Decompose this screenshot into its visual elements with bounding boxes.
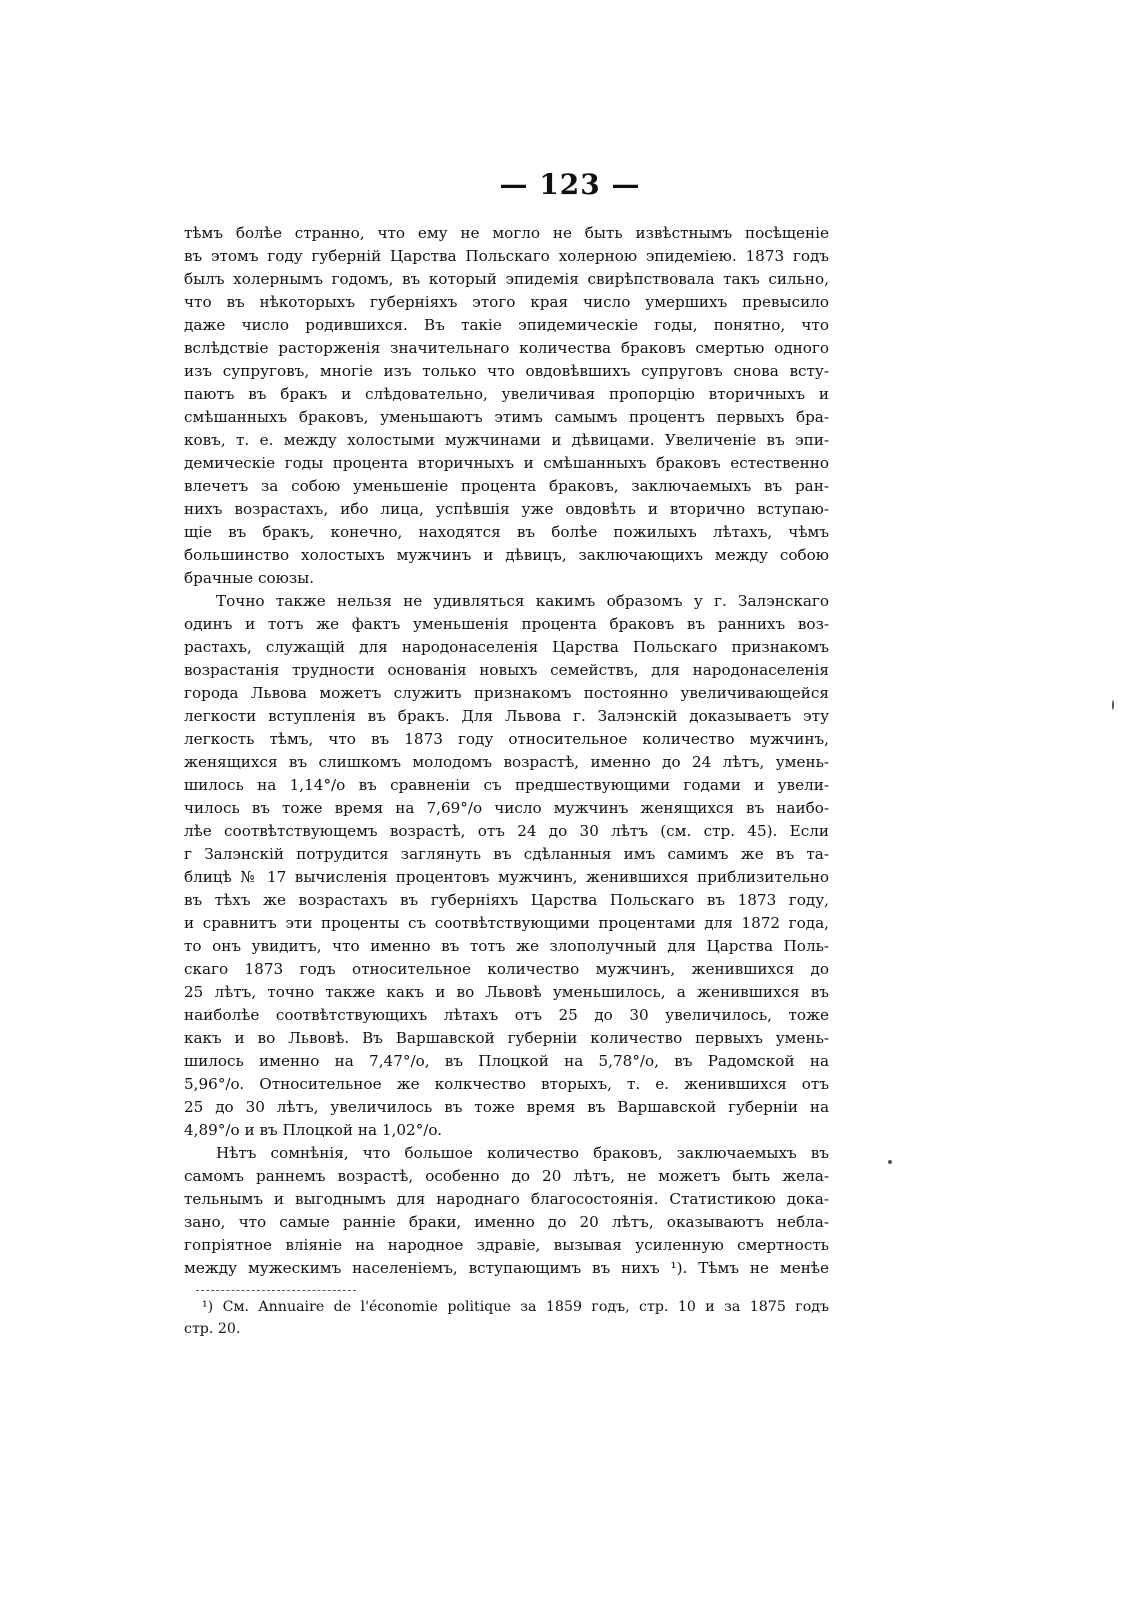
text-line: смѣшанныхъ браковъ, уменьшаютъ этимъ самымъ процентъ первыхъ бра- [184, 408, 829, 426]
text-line: легкости вступленія въ бракъ. Для Львова г. Залэнскій доказываетъ эту [184, 707, 829, 725]
footnote-line: стр. 20. [184, 1321, 241, 1337]
text-line: Точно также нельзя не удивляться какимъ образомъ у г. Залэнскаго [216, 592, 829, 610]
page-number: — 123 — [499, 168, 641, 201]
footnote [184, 1296, 829, 1340]
body-text [184, 222, 829, 1280]
text-line: 4,89°/o и въ Плоцкой на 1,02°/o. [184, 1121, 443, 1139]
text-line: скаго 1873 годъ относительное количество мужчинъ, женившихся до [184, 960, 829, 978]
text-line: въ этомъ году губерній Царства Польскаго холерною эпидеміею. 1873 годъ [184, 247, 829, 265]
text-line: даже число родившихся. Въ такіе эпидемическіе годы, понятно, что [184, 316, 829, 334]
text-line: блицѣ № 17 вычисленія процентовъ мужчинъ, женившихся приблизительно [184, 868, 829, 886]
text-line: въ тѣхъ же возрастахъ въ губерніяхъ Царства Польскаго въ 1873 году, [184, 891, 829, 909]
text-line: 5,96°/o. Относительное же колкчество вторыхъ, т. е. женившихся отъ [184, 1075, 829, 1093]
text-line: тѣмъ болѣе странно, что ему не могло не быть извѣстнымъ посѣщеніе [184, 224, 829, 242]
text-line: паютъ въ бракъ и слѣдовательно, увеличивая пропорцію вторичныхъ и [184, 385, 829, 403]
text-line: большинство холостыхъ мужчинъ и дѣвицъ, заключающихъ между собою [184, 546, 829, 564]
text-line: шилось именно на 7,47°/o, въ Плоцкой на 5,78°/o, въ Радомской на [184, 1052, 829, 1070]
text-line: щіе въ бракъ, конечно, находятся въ болѣе пожилыхъ лѣтахъ, чѣмъ [184, 523, 829, 541]
text-line: влечетъ за собою уменьшеніе процента браковъ, заключаемыхъ въ ран- [184, 477, 829, 495]
footnote-line: ¹) См. Annuaire de l'économie politique за 1859 годъ, стр. 10 и за 1875 годъ [202, 1299, 829, 1315]
text-line: и сравнитъ эти проценты съ соотвѣтствующими процентами для 1872 года, [184, 914, 829, 932]
text-line: ковъ, т. е. между холостыми мужчинами и дѣвицами. Увеличеніе въ эпи- [184, 431, 829, 449]
text-line: былъ холернымъ годомъ, въ который эпидемія свирѣпствовала такъ сильно, [184, 270, 829, 288]
text-line: между мужескимъ населеніемъ, вступающимъ въ нихъ ¹). Тѣмъ не менѣе [184, 1259, 829, 1277]
text-line: наиболѣе соотвѣтствующихъ лѣтахъ отъ 25 до 30 увеличилось, тоже [184, 1006, 829, 1024]
margin-speck [888, 1160, 892, 1164]
text-line: шилось на 1,14°/o въ сравненіи съ предшествующими годами и увели- [184, 776, 829, 794]
text-line: возрастанія трудности основанія новыхъ семействъ, для народонаселенія [184, 661, 829, 679]
text-line: что въ нѣкоторыхъ губерніяхъ этого края число умершихъ превысило [184, 293, 829, 311]
text-line: нихъ возрастахъ, ибо лица, успѣвшія уже овдовѣть и вторично вступаю- [184, 500, 829, 518]
text-line: лѣе соотвѣтствующемъ возрастѣ, отъ 24 до 30 лѣтъ (см. стр. 45). Если [184, 822, 829, 840]
footnote-divider [196, 1290, 356, 1291]
text-line: то онъ увидитъ, что именно въ тотъ же злополучный для Царства Поль- [184, 937, 829, 955]
text-line: гопріятное вліяніе на народное здравіе, вызывая усиленную смертность [184, 1236, 829, 1254]
text-line: какъ и во Львовѣ. Въ Варшавской губерніи количество первыхъ умень- [184, 1029, 829, 1047]
text-line: 25 лѣтъ, точно также какъ и во Львовѣ уменьшилось, а женившихся въ [184, 983, 829, 1001]
text-line: 25 до 30 лѣтъ, увеличилось въ тоже время въ Варшавской губерніи на [184, 1098, 829, 1116]
text-line: одинъ и тотъ же фактъ уменьшенія процента браковъ въ раннихъ воз- [184, 615, 829, 633]
text-line: г Залэнскій потрудится заглянуть въ сдѣланныя имъ самимъ же въ та- [184, 845, 829, 863]
text-line: брачные союзы. [184, 569, 315, 587]
text-line: самомъ раннемъ возрастѣ, особенно до 20 лѣтъ, не можетъ быть жела- [184, 1167, 829, 1185]
text-line: растахъ, служащій для народонаселенія Царства Польскаго признакомъ [184, 638, 829, 656]
text-line: демическіе годы процента вторичныхъ и смѣшанныхъ браковъ естественно [184, 454, 829, 472]
text-line: вслѣдствіе расторженія значительнаго количества браковъ смертью одного [184, 339, 829, 357]
text-line: легкость тѣмъ, что въ 1873 году относительное количество мужчинъ, [184, 730, 829, 748]
text-line: города Львова можетъ служить признакомъ постоянно увеличивающейся [184, 684, 829, 702]
text-line: Нѣтъ сомнѣнія, что большое количество браковъ, заключаемыхъ въ [216, 1144, 829, 1162]
text-line: изъ супруговъ, многіе изъ только что овдовѣвшихъ супруговъ снова всту- [184, 362, 829, 380]
text-line: тельнымъ и выгоднымъ для народнаго благосостоянія. Статистикою дока- [184, 1190, 829, 1208]
text-line: чилось въ тоже время на 7,69°/o число мужчинъ женящихся въ наибо- [184, 799, 829, 817]
text-line: зано, что самые ранніе браки, именно до 20 лѣтъ, оказываютъ небла- [184, 1213, 829, 1231]
margin-speck [1112, 700, 1114, 710]
text-line: женящихся въ слишкомъ молодомъ возрастѣ, именно до 24 лѣтъ, умень- [184, 753, 829, 771]
